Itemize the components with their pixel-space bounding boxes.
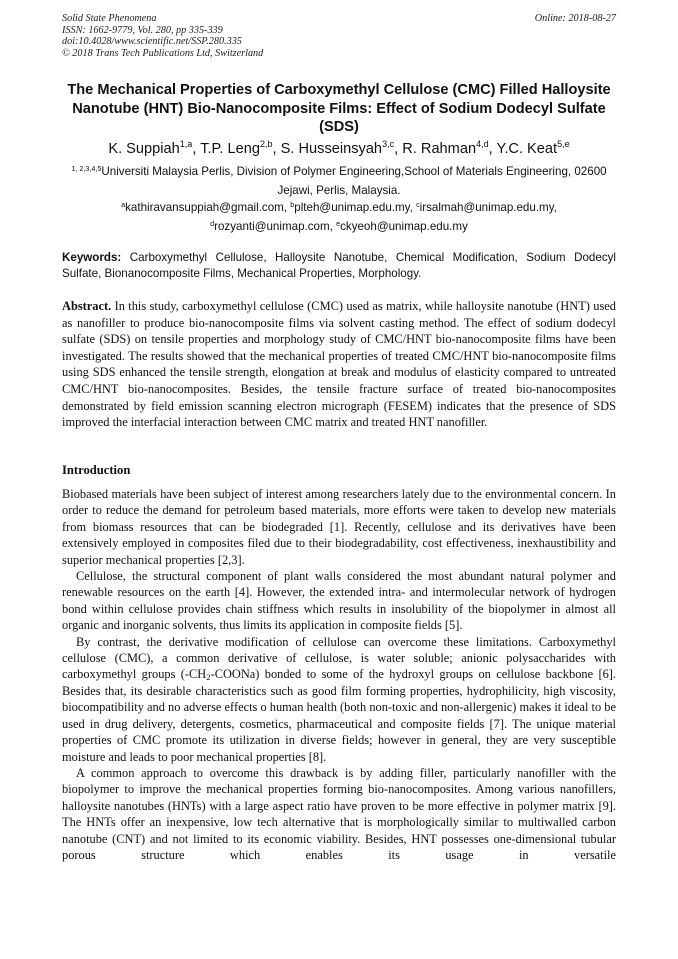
email-superscript: e xyxy=(336,218,341,228)
email-superscript: b xyxy=(290,199,295,209)
introduction-heading: Introduction xyxy=(62,463,131,477)
intro-text: -COONa) bonded to some of the hydroxyl groups on cellulose backbone [6]. Besides that, its desirable characteristics such as good film forming properties, hydrophilicity, high viscosity, biocompatibility and no adverse effects o human health (both non-toxic and non-allergenic) makes it ideal to be used in drug delivery, detergents, cosmetics, pharmaceutical and composite fields [7]. The unique material properties of CMC promote its utilization in diverse fields; however in general, they are very susceptible moisture and leads to poor mechanical properties [8]. xyxy=(62,667,616,764)
author-list xyxy=(62,140,616,159)
author-superscript: 5,e xyxy=(557,139,570,150)
journal-doi: doi:10.4028/www.scientific.net/SSP.280.335 xyxy=(62,36,242,48)
author-separator: , xyxy=(192,141,201,157)
author-separator: , xyxy=(272,141,281,157)
abstract-label: Abstract. xyxy=(62,299,112,313)
abstract-text: In this study, carboxymethyl cellulose (CMC) used as matrix, while halloysite nanotube (HNT) used as nanofiller to produce bio-nanocomposite films via solvent casting method. The effect of sodium dodecyl sulfate (SDS) on tensile properties and morphology study of CMC/HNT bio-nanocomposite films have been investigated. The results showed that the mechanical properties of treated CMC/HNT bio-nanocomposite films using SDS enhanced the tensile strength, elongation at break and modulus of elasticity compared to untreated CMC/HNT bio-nanocomposites. Besides, the tensile fracture surface of treated bio-nanocomposites demonstrated by field emission scanning electron micrograph (FESEM) indicates that the presence of SDS improved the interfacial interaction between CMC matrix and treated HNT nanofiller. xyxy=(62,299,616,430)
intro-paragraph: Cellulose, the structural component of plant walls considered the most abundant natural polymer and renewable resources on the earth [4]. However, the extended intra- and intermolecular network of hydrogen bond within cellulose provides chain stiffness which results in insolubility of the biopolymer in almost all organic and inorganic solvents, thus limits its application in composite fields [5]. xyxy=(62,569,616,633)
affiliation-superscript: 1, 2,3,4,5 xyxy=(71,163,102,173)
email-separator: , xyxy=(283,201,291,214)
journal-issn: ISSN: 1662-9779, Vol. 280, pp 335-339 xyxy=(62,24,223,36)
email-superscript: a xyxy=(121,199,126,209)
email-address[interactable]: irsalmah@unimap.edu.my xyxy=(419,201,554,214)
author-name: K. Suppiah xyxy=(108,141,180,157)
email-separator: , xyxy=(553,201,557,214)
email-separator: , xyxy=(409,201,417,214)
author-superscript: 1,a xyxy=(179,139,193,150)
email-separator: , xyxy=(329,220,337,233)
author-separator: , xyxy=(488,141,497,157)
author-name: R. Rahman xyxy=(402,141,477,157)
journal-copyright: © 2018 Trans Tech Publications Ltd, Switzerland xyxy=(62,47,264,59)
author-superscript: 3,c xyxy=(382,139,395,150)
email-superscript: d xyxy=(210,218,215,228)
abstract xyxy=(62,298,616,431)
email-address[interactable]: rozyanti@unimap.com xyxy=(214,220,330,233)
author-separator: , xyxy=(394,141,403,157)
affiliation-text: Universiti Malaysia Perlis, Division of Polymer Engineering,School of Materials Engineering, 02600 Jejawi, Perlis, Malaysia. xyxy=(101,165,607,197)
intro-paragraph: Biobased materials have been subject of interest among researchers lately due to the environmental concern. In order to reduce the demand for petroleum based materials, more efforts were taken to develop new materials from biomass resources that can be biodegraded [1]. Recently, cellulose and its derivatives have been extensively employed in composites filed due to their biodegradability, cost effectiveness, inexhaustibility and superior mechanical properties [2,3]. xyxy=(62,487,616,567)
author-name: Y.C. Keat xyxy=(496,141,558,157)
author-superscript: 4,d xyxy=(476,139,489,150)
intro-paragraph xyxy=(62,634,616,765)
email-list xyxy=(62,199,616,237)
keywords-text: Carboxymethyl Cellulose, Halloysite Nanotube, Chemical Modification, Sodium Dodecyl Sulfate, Bionanocomposite Films, Mechanical Properties, Morphology. xyxy=(62,251,616,280)
introduction-body xyxy=(62,486,616,863)
email-superscript: c xyxy=(416,199,420,209)
email-address[interactable]: ckyeoh@unimap.edu.my xyxy=(340,220,468,233)
keywords xyxy=(62,250,616,282)
chemical-subscript: 2 xyxy=(206,672,211,683)
paper-title: The Mechanical Properties of Carboxymethyl Cellulose (CMC) Filled Halloysite Nanotube (HNT) Bio-Nanocomposite Films: Effect of Sodium Dodecyl Sulfate (SDS) xyxy=(67,82,611,136)
author-superscript: 2,b xyxy=(259,139,273,150)
journal-header xyxy=(62,13,263,59)
author-name: S. Husseinsyah xyxy=(280,141,383,157)
intro-paragraph: A common approach to overcome this drawback is by adding filler, particularly nanofiller with the biopolymer to improve the mechanical properties forming bio-nanocomposites. Among various nanofillers, halloysite nanotubes (HNTs) with a large aspect ratio have proven to be more effective in polymer matrix [9]. The HNTs offer an inexpensive, low tech alternative that is morphologically similar to multiwalled carbon nanotube (CNT) and not limited to its economic viability. Besides, HNT possesses one-dimensional tubular porous structure which enables its usage in versatile xyxy=(62,765,616,862)
intro-text: By contrast, the derivative modification of cellulose can overcome these limitations. Carboxymethyl cellulose (CMC), a common derivative of cellulose, is water soluble; anionic polysaccharides with carboxymethyl groups (-CH xyxy=(62,634,616,682)
online-date: Online: 2018-08-27 xyxy=(534,13,616,24)
email-address[interactable]: kathiravansuppiah@gmail.com xyxy=(125,201,284,214)
author-name: T.P. Leng xyxy=(200,141,260,157)
email-address[interactable]: plteh@unimap.edu.my xyxy=(294,201,410,214)
affiliation xyxy=(62,163,616,200)
keywords-label: Keywords: xyxy=(62,251,122,264)
journal-name: Solid State Phenomena xyxy=(62,13,157,24)
